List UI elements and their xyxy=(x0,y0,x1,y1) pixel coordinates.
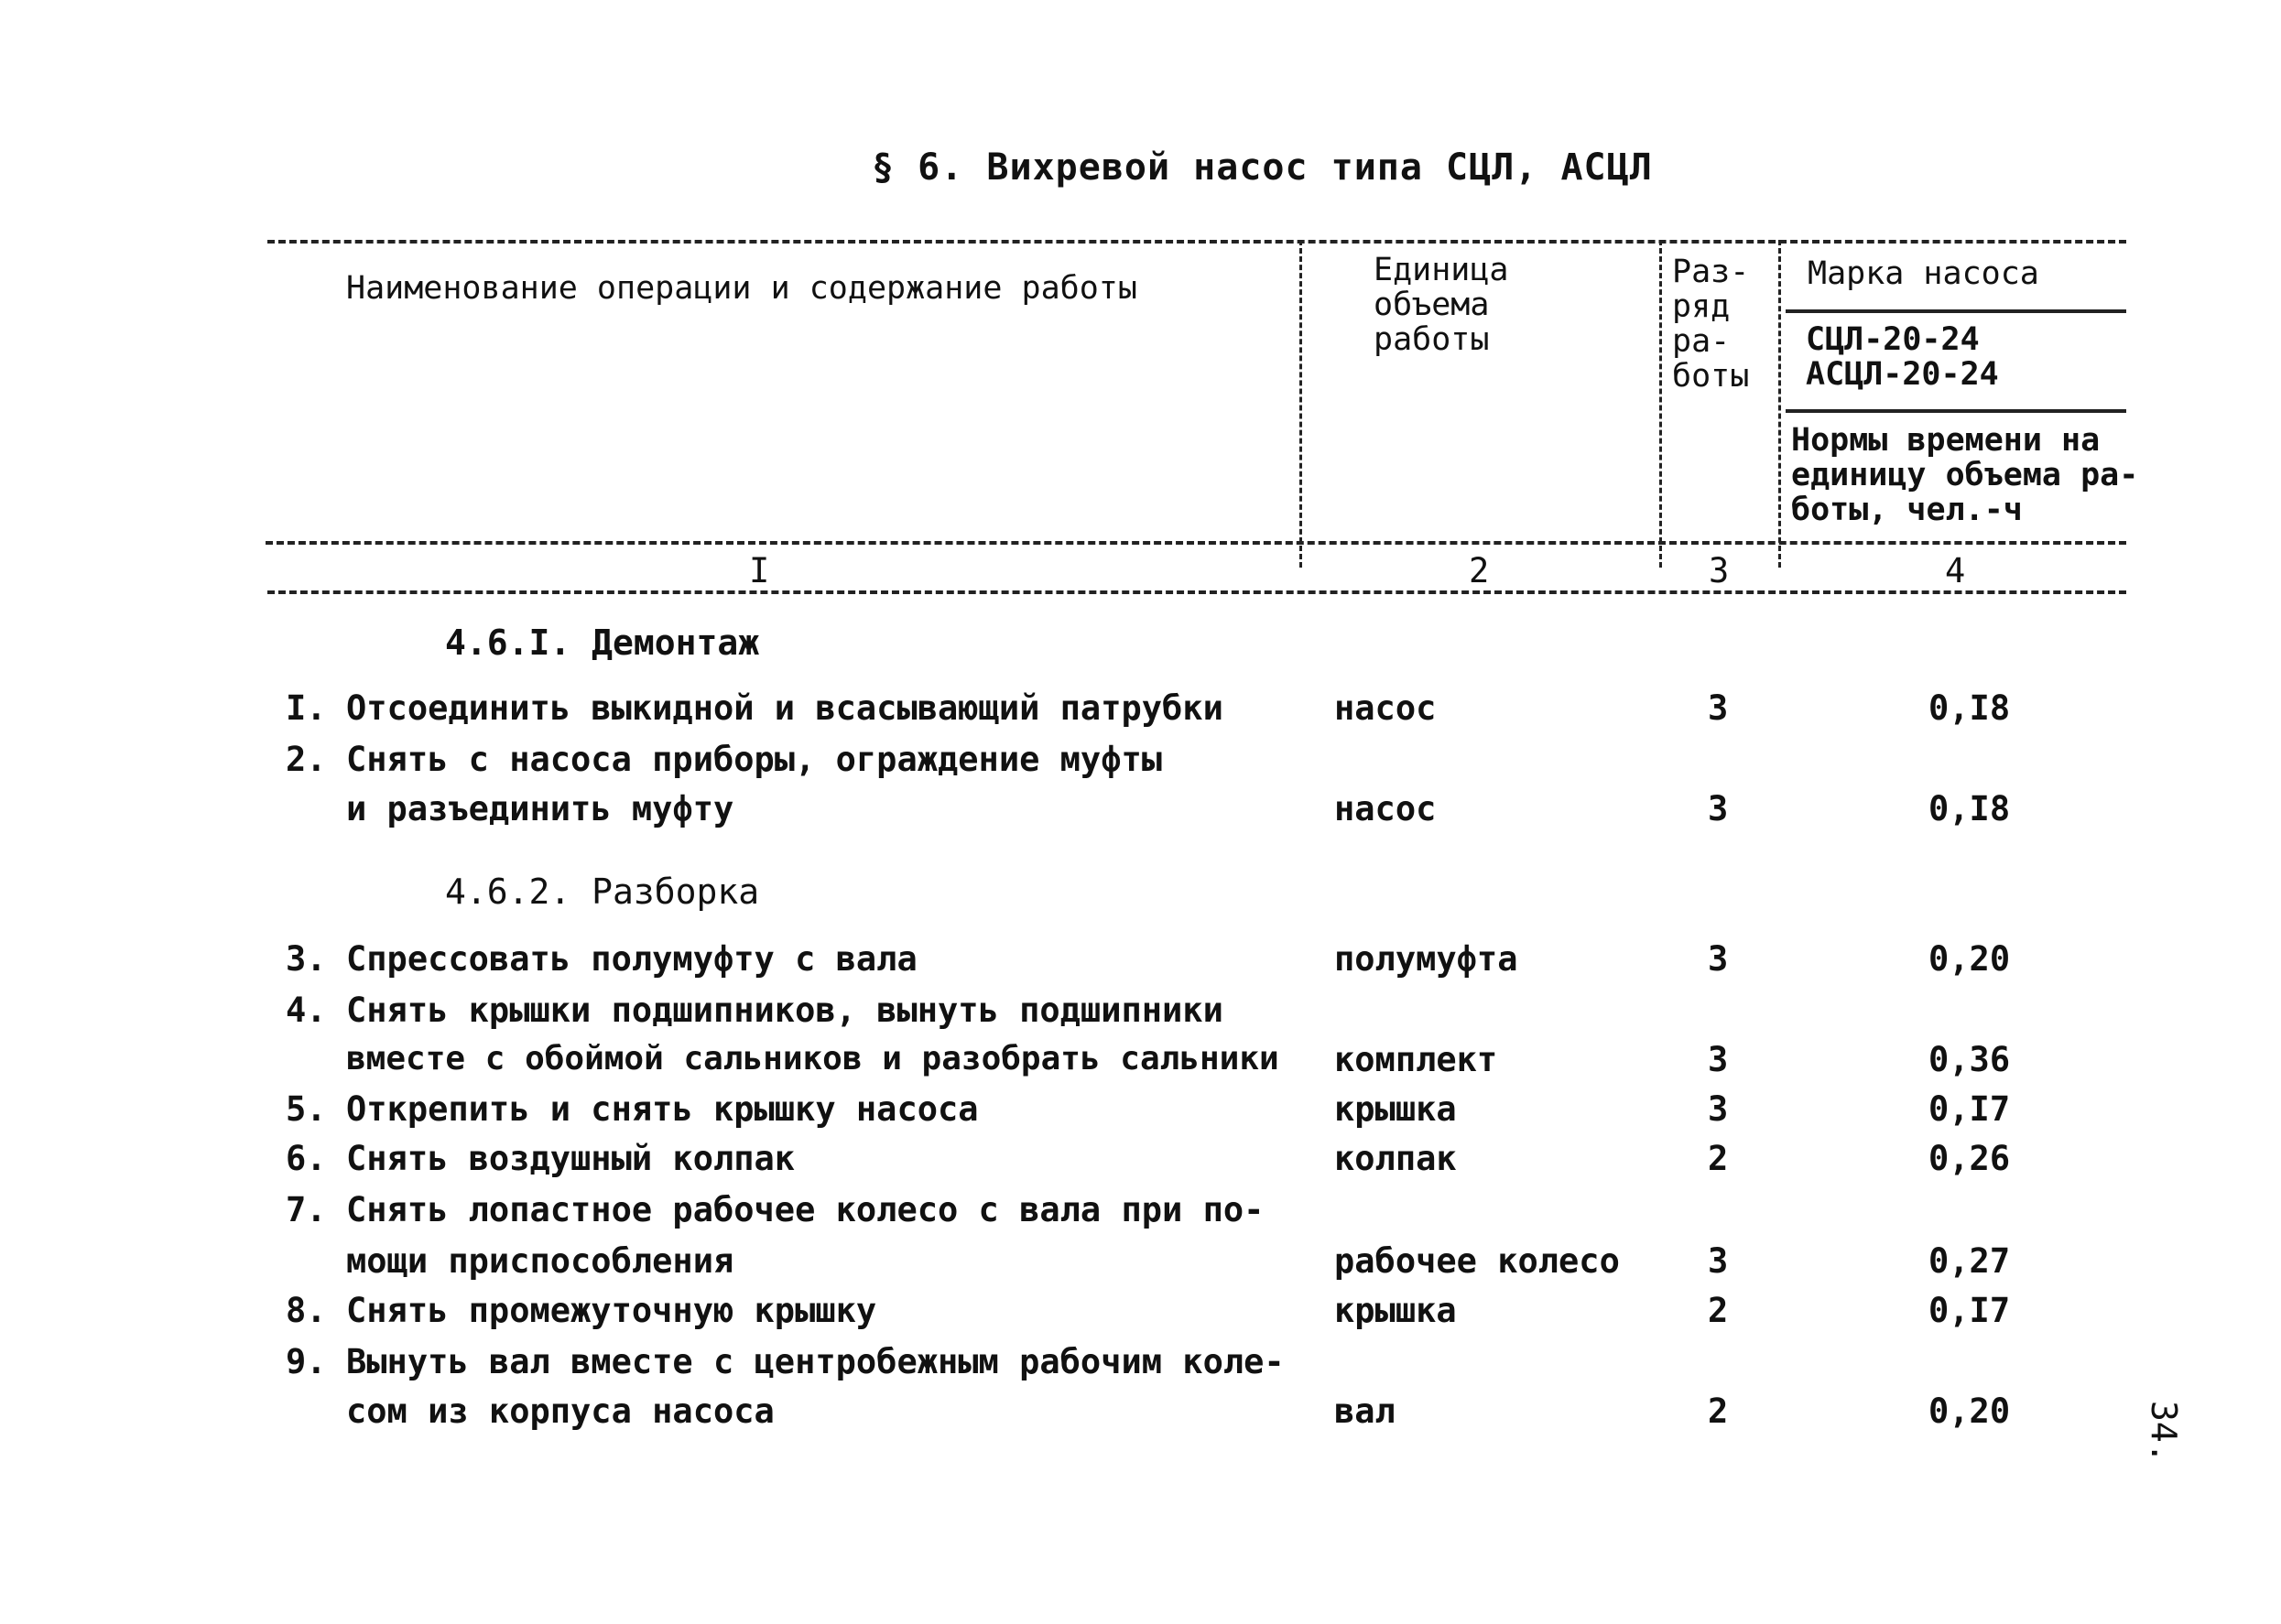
row-operation-continued: сом из корпуса насоса xyxy=(346,1391,775,1431)
row-operation: Открепить и снять крышку насоса xyxy=(346,1089,979,1129)
column-divider-2 xyxy=(1659,240,1662,568)
row-unit: крышка xyxy=(1334,1291,1457,1330)
row-grade: 3 xyxy=(1708,939,1729,979)
section-title: 4.6.I. Демонтаж xyxy=(445,623,760,663)
column-number-4: 4 xyxy=(1945,551,1966,590)
row-number: 3. xyxy=(286,939,327,979)
row-norm: 0,I7 xyxy=(1928,1291,2011,1330)
model-divider-rule xyxy=(1786,309,2126,313)
header-unit: Единица объема работы xyxy=(1374,252,1509,358)
row-unit: комплект xyxy=(1334,1040,1498,1079)
row-unit: крышка xyxy=(1334,1089,1457,1129)
header-pump-models: СЦЛ-20-24 АСЦЛ-20-24 xyxy=(1806,321,1999,393)
row-number: 2. xyxy=(286,740,327,779)
page-number: 34. xyxy=(2144,1401,2184,1464)
row-grade: 3 xyxy=(1708,688,1729,728)
row-grade: 2 xyxy=(1708,1391,1729,1431)
row-operation: Вынуть вал вместе с центробежным рабочим коле- xyxy=(346,1342,1285,1381)
column-number-1: I xyxy=(749,551,770,590)
row-operation-continued: и разъединить муфту xyxy=(346,789,734,828)
row-grade: 3 xyxy=(1708,1241,1729,1281)
row-operation: Снять лопастное рабочее колесо с вала при по- xyxy=(346,1190,1265,1229)
colnum-bottom-rule xyxy=(267,590,2126,594)
row-norm: 0,20 xyxy=(1928,1391,2011,1431)
row-unit: вал xyxy=(1334,1391,1396,1431)
norm-divider-rule xyxy=(1786,409,2126,413)
page-title: § 6. Вихревой насос типа СЦЛ, АСЦЛ xyxy=(872,146,1653,189)
header-operation: Наименование операции и содержание работы xyxy=(346,270,1137,307)
row-operation: Снять промежуточную крышку xyxy=(346,1291,877,1330)
row-norm: 0,I7 xyxy=(1928,1089,2011,1129)
row-unit: насос xyxy=(1334,688,1437,728)
row-number: 6. xyxy=(286,1139,327,1178)
row-number: 5. xyxy=(286,1089,327,1129)
header-grade: Раз- ряд ра- боты xyxy=(1672,254,1750,395)
row-operation: Спрессовать полумуфту с вала xyxy=(346,939,918,979)
table-top-rule xyxy=(267,240,2126,244)
row-operation: Снять крышки подшипников, вынуть подшипники xyxy=(346,991,1223,1030)
row-operation-continued: мощи приспособления xyxy=(346,1241,734,1281)
column-number-2: 2 xyxy=(1469,551,1490,590)
row-operation: Снять воздушный колпак xyxy=(346,1139,796,1178)
row-unit: колпак xyxy=(1334,1139,1457,1178)
row-number: 4. xyxy=(286,991,327,1030)
column-number-3: 3 xyxy=(1709,551,1730,590)
row-grade: 3 xyxy=(1708,1089,1729,1129)
row-grade: 2 xyxy=(1708,1291,1729,1330)
row-operation: Отсоединить выкидной и всасывающий патрубки xyxy=(346,688,1223,728)
row-unit: рабочее колесо xyxy=(1334,1241,1620,1281)
column-divider-3 xyxy=(1778,240,1781,568)
row-operation-continued: вместе с обоймой сальников и разобрать сальники xyxy=(346,1040,1279,1077)
row-number: I. xyxy=(286,688,327,728)
row-grade: 3 xyxy=(1708,1040,1729,1079)
row-norm: 0,20 xyxy=(1928,939,2011,979)
row-norm: 0,I8 xyxy=(1928,789,2011,828)
header-pump-brand: Марка насоса xyxy=(1808,255,2039,292)
row-number: 7. xyxy=(286,1190,327,1229)
row-number: 8. xyxy=(286,1291,327,1330)
section-title: 4.6.2. Разборка xyxy=(445,872,760,912)
row-operation: Снять с насоса приборы, ограждение муфты xyxy=(346,740,1163,779)
row-grade: 2 xyxy=(1708,1139,1729,1178)
row-unit: полумуфта xyxy=(1334,939,1518,979)
row-norm: 0,27 xyxy=(1928,1241,2011,1281)
row-norm: 0,I8 xyxy=(1928,688,2011,728)
row-norm: 0,36 xyxy=(1928,1040,2011,1079)
row-grade: 3 xyxy=(1708,789,1729,828)
column-divider-1 xyxy=(1299,240,1302,568)
row-norm: 0,26 xyxy=(1928,1139,2011,1178)
row-number: 9. xyxy=(286,1342,327,1381)
row-unit: насос xyxy=(1334,789,1437,828)
header-time-norm: Нормы времени на единицу объема ра- боты, чел.-ч xyxy=(1791,422,2139,528)
header-bottom-rule xyxy=(266,541,2126,545)
